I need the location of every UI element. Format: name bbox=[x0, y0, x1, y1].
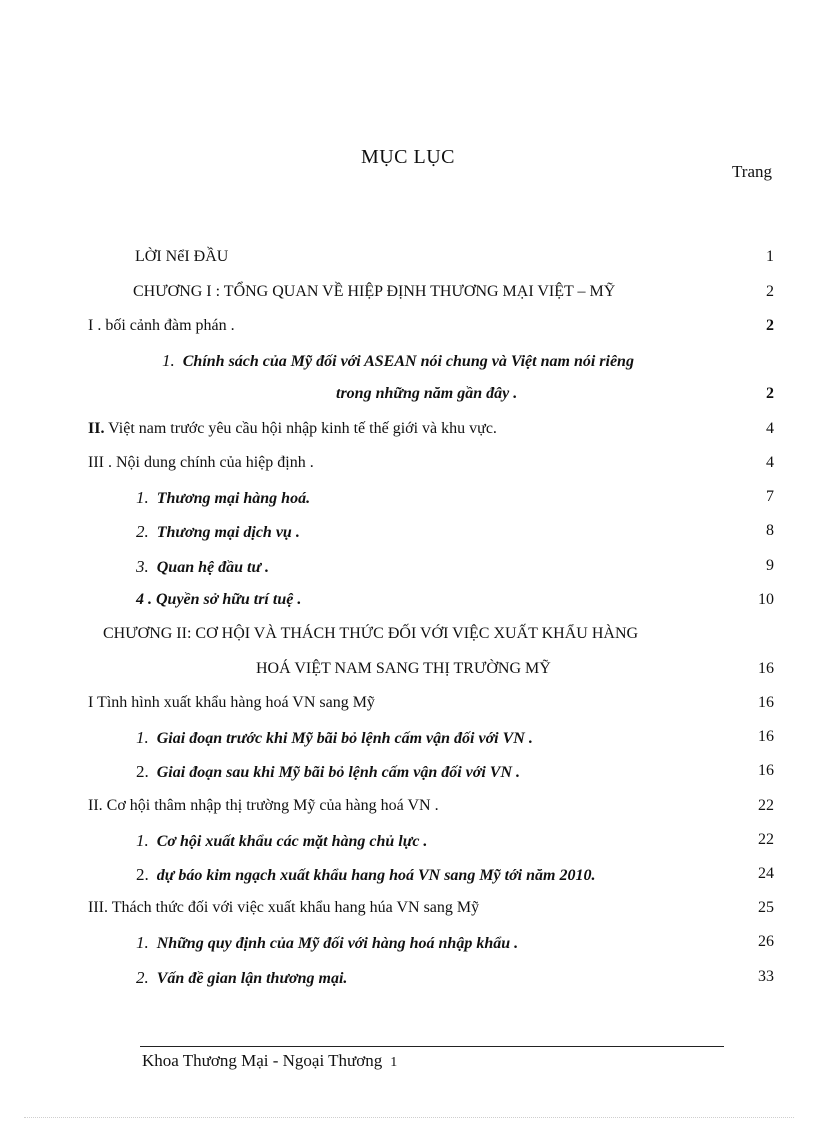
toc-entry-page: 1 bbox=[766, 248, 774, 265]
toc-entry-number: 1. bbox=[162, 351, 175, 370]
toc-entry-text: 4 . Quyền sở hữu trí tuệ . bbox=[136, 591, 302, 608]
toc-entry-page: 10 bbox=[758, 591, 774, 608]
toc-entry bbox=[0, 865, 816, 895]
toc-entry-label: Cơ hội xuất khẩu các mặt hàng chủ lực . bbox=[156, 833, 428, 850]
toc-entry-page: 24 bbox=[758, 865, 774, 882]
toc-entry bbox=[0, 420, 816, 450]
toc-entry-text: II. Cơ hội thâm nhập thị trường Mỹ của hàng hoá VN . bbox=[88, 797, 439, 814]
toc-entry-text bbox=[136, 968, 347, 988]
toc-entry bbox=[0, 283, 816, 313]
toc-entry-label: dự báo kim ngạch xuất khẩu hang hoá VN sang Mỹ tới năm 2010. bbox=[156, 867, 596, 884]
toc-entry-page: 33 bbox=[758, 968, 774, 985]
toc-entry-number: 2. bbox=[136, 522, 149, 541]
toc-entry-number: 1. bbox=[136, 831, 149, 850]
toc-entry bbox=[0, 694, 816, 724]
page-column-label: Trang bbox=[732, 162, 772, 181]
toc-entry-page: 16 bbox=[758, 660, 774, 677]
toc-entry bbox=[0, 625, 816, 655]
toc-entry-text bbox=[136, 728, 533, 748]
toc-entry-text bbox=[136, 522, 300, 542]
toc-entry-label: Thương mại hàng hoá. bbox=[156, 490, 311, 507]
toc-entry-text: I Tình hình xuất khẩu hàng hoá VN sang Mỹ bbox=[88, 694, 375, 711]
toc-entry-page: 4 bbox=[766, 454, 774, 471]
toc-entry bbox=[0, 933, 816, 963]
toc-entry bbox=[0, 899, 816, 929]
toc-entry-label: Những quy định của Mỹ đối với hàng hoá nhập khẩu . bbox=[156, 935, 519, 952]
toc-entry-page: 26 bbox=[758, 933, 774, 950]
toc-entry-text: I . bối cảnh đàm phán . bbox=[88, 317, 235, 334]
footer-text: Khoa Thương Mại - Ngoại Thương bbox=[142, 1051, 383, 1070]
toc-entry bbox=[0, 248, 816, 278]
toc-entry bbox=[0, 968, 816, 998]
toc-entry-page: 2 bbox=[766, 385, 774, 402]
toc-entry bbox=[0, 762, 816, 792]
toc-entry-page: 4 bbox=[766, 420, 774, 437]
toc-entry-page: 16 bbox=[758, 728, 774, 745]
toc-entry-page: 2 bbox=[766, 283, 774, 300]
page-edge-divider bbox=[24, 1117, 794, 1118]
toc-entry-label: Việt nam trước yêu cầu hội nhập kinh tế thế giới và khu vực. bbox=[108, 420, 497, 437]
toc-entry bbox=[0, 522, 816, 552]
toc-entry-number: 2. bbox=[136, 865, 149, 884]
toc-entry-text bbox=[136, 488, 310, 508]
toc-entry-text bbox=[136, 865, 595, 885]
toc-entry-number: 2. bbox=[136, 762, 149, 781]
toc-entry-page: 9 bbox=[766, 557, 774, 574]
toc-entry-number: 1. bbox=[136, 488, 149, 507]
toc-entry-text: III . Nội dung chính của hiệp định . bbox=[88, 454, 314, 471]
toc-entry-page: 2 bbox=[766, 317, 774, 334]
toc-entry bbox=[0, 557, 816, 587]
toc-entry-text: HOÁ VIỆT NAM SANG THỊ TRƯỜNG MỸ bbox=[256, 660, 551, 677]
toc-entry-text: CHƯƠNG II: CƠ HỘI VÀ THÁCH THỨC ĐỐI VỚI VIỆC XUẤT KHẨU HÀNG bbox=[103, 625, 639, 642]
toc-entry-label: Chính sách của Mỹ đối với ASEAN nói chung và Việt nam nói riêng bbox=[182, 353, 634, 370]
toc-entry-page: 22 bbox=[758, 797, 774, 814]
page-title: MỤC LỤC bbox=[360, 146, 456, 168]
toc-entry bbox=[0, 317, 816, 347]
toc-entry-text bbox=[88, 420, 497, 438]
toc-entry-text bbox=[136, 762, 520, 782]
toc-entry bbox=[0, 488, 816, 518]
toc-entry-text: CHƯƠNG I : TỔNG QUAN VỀ HIỆP ĐỊNH THƯƠNG MẠI VIỆT – MỸ bbox=[133, 283, 616, 300]
toc-entry-page: 25 bbox=[758, 899, 774, 916]
toc-entry-number: 1. bbox=[136, 933, 149, 952]
toc-entry-label: Vấn đề gian lận thương mại. bbox=[156, 970, 348, 987]
toc-entry-number: II. bbox=[88, 420, 105, 437]
toc-entry-text: III. Thách thức đối với việc xuất khẩu hang húa VN sang Mỹ bbox=[88, 899, 480, 916]
toc-entry-page: 7 bbox=[766, 488, 774, 505]
toc-entry-text bbox=[136, 933, 518, 953]
toc-entry-text bbox=[136, 557, 269, 577]
toc-entry bbox=[0, 385, 816, 415]
toc-entry-page: 8 bbox=[766, 522, 774, 539]
toc-entry bbox=[0, 797, 816, 827]
toc-entry-label: Giai đoạn trước khi Mỹ bãi bỏ lệnh cấm vận đối với VN . bbox=[156, 730, 533, 747]
toc-entry-page: 22 bbox=[758, 831, 774, 848]
toc-entry-page: 16 bbox=[758, 694, 774, 711]
toc-entry-text bbox=[136, 831, 427, 851]
toc-entry-label: Quan hệ đầu tư . bbox=[156, 559, 270, 576]
toc-entry bbox=[0, 454, 816, 484]
toc-entry-text bbox=[162, 351, 634, 371]
toc-entry bbox=[0, 831, 816, 861]
toc-entry bbox=[0, 728, 816, 758]
toc-entry-page: 16 bbox=[758, 762, 774, 779]
toc-entry-number: 1. bbox=[136, 728, 149, 747]
toc-entry-number: 3. bbox=[136, 557, 149, 576]
toc-entry bbox=[0, 351, 816, 381]
toc-entry-label: Thương mại dịch vụ . bbox=[156, 524, 300, 541]
toc-entry-number: 2. bbox=[136, 968, 149, 987]
toc-entry bbox=[0, 591, 816, 621]
footer-page-number: 1 bbox=[390, 1055, 398, 1070]
footer-divider bbox=[140, 1046, 724, 1047]
toc-entry-label: Giai đoạn sau khi Mỹ bãi bỏ lệnh cấm vận đối với VN . bbox=[156, 764, 521, 781]
page-footer bbox=[142, 1051, 397, 1071]
toc-entry-text: trong những năm gần đây . bbox=[336, 385, 518, 402]
toc-entry bbox=[0, 660, 816, 690]
toc-entry-text: LỜI NểI ĐẦU bbox=[135, 248, 229, 265]
